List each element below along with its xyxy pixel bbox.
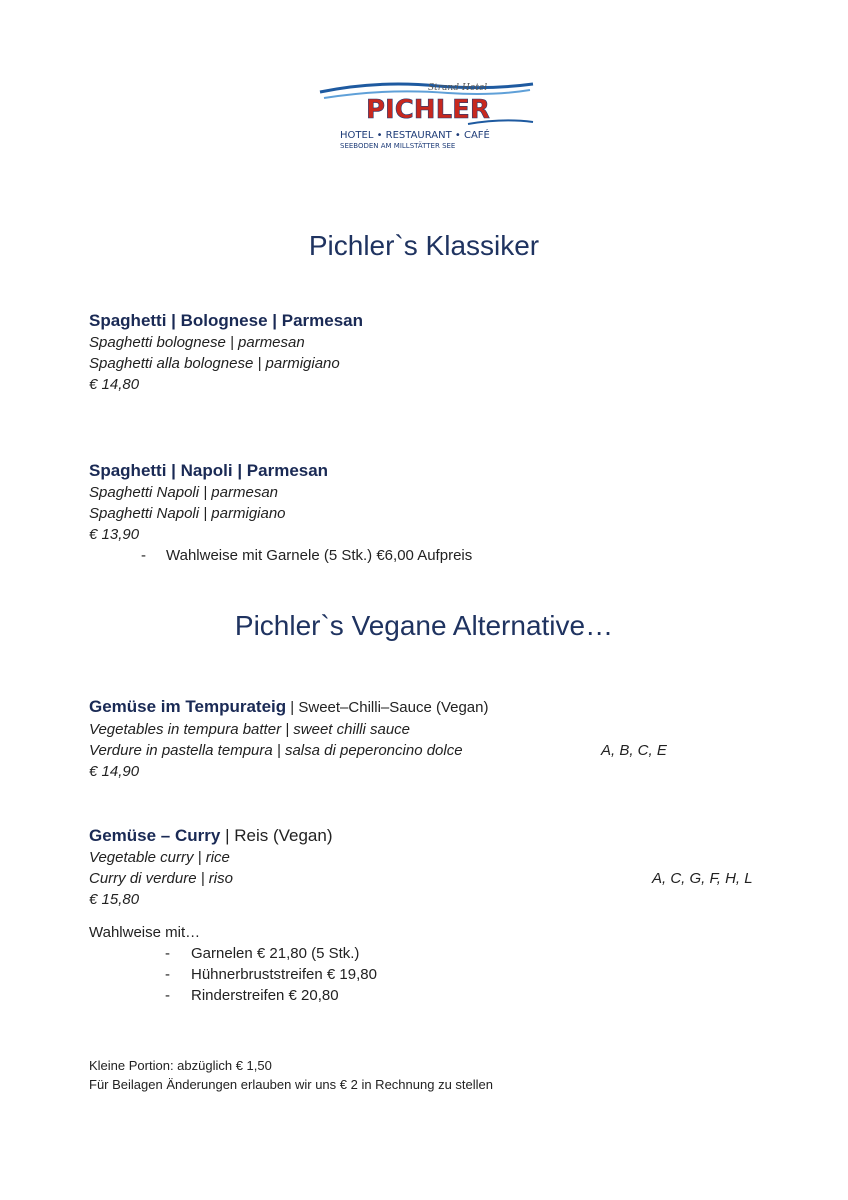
dish-price: € 14,90 [89, 763, 140, 780]
option-text: Rinderstreifen € 20,80 [191, 987, 339, 1004]
dish-line-it: Curry di verdure | riso [89, 870, 233, 887]
footer-notes [89, 1056, 493, 1094]
section-title-klassiker: Pichler`s Klassiker [308, 230, 540, 261]
option-dash: - [165, 945, 170, 962]
logo-script: Strand-Hotel [428, 83, 488, 93]
dish-option [89, 985, 769, 1006]
dish-gemuese-tempura [89, 696, 769, 782]
options-intro: Wahlweise mit… [89, 924, 201, 941]
option-text: Hühnerbruststreifen € 19,80 [191, 966, 377, 983]
logo-graphic [318, 78, 538, 158]
dish-allergens: A, C, G, F, H, L [652, 870, 753, 887]
dish-price: € 14,80 [89, 376, 140, 393]
dish-line-it: Verdure in pastella tempura | salsa di peperoncino dolce [89, 742, 463, 759]
dish-gemuese-curry [89, 825, 769, 1006]
dish-line-en: Spaghetti bolognese | parmesan [89, 334, 305, 351]
dish-title: Gemüse – Curry [89, 826, 221, 845]
dish-option [89, 964, 769, 985]
section-title-vegan: Pichler`s Vegane Alternative… [234, 610, 614, 641]
hotel-logo [318, 78, 538, 158]
dish-line-it: Spaghetti Napoli | parmigiano [89, 505, 286, 522]
dish-line-it-row [89, 740, 769, 761]
dish-subtitle: | Reis (Vegan) [220, 826, 333, 845]
footer-side-changes: Für Beilagen Änderungen erlauben wir uns € 2 in Rechnung zu stellen [89, 1077, 493, 1092]
footer-small-portion: Kleine Portion: abzüglich € 1,50 [89, 1058, 272, 1073]
dish-price: € 13,90 [89, 526, 140, 543]
logo-tagline: HOTEL • RESTAURANT • CAFÉ [340, 130, 490, 141]
option-dash: - [165, 966, 170, 983]
dish-line-en: Spaghetti Napoli | parmesan [89, 484, 279, 501]
dish-title: Spaghetti | Bolognese | Parmesan [89, 311, 364, 330]
dish-subtitle: | Sweet–Chilli–Sauce (Vegan) [286, 699, 489, 716]
dish-line-it-row [89, 868, 769, 889]
dish-option [89, 943, 769, 964]
option-dash: - [165, 987, 170, 1004]
dish-line-en: Vegetables in tempura batter | sweet chilli sauce [89, 721, 411, 738]
dish-price: € 15,80 [89, 891, 140, 908]
dish-line-en: Vegetable curry | rice [89, 849, 230, 866]
dish-title: Spaghetti | Napoli | Parmesan [89, 461, 329, 480]
dish-spaghetti-bolognese [89, 310, 769, 395]
option-dash: - [141, 547, 146, 564]
dish-option [89, 545, 769, 566]
logo-location: SEEBODEN AM MILLSTÄTTER SEE [340, 142, 456, 150]
option-text: Wahlweise mit Garnele (5 Stk.) €6,00 Aufpreis [166, 547, 473, 564]
logo-name: PICHLER [366, 95, 490, 125]
dish-title: Gemüse im Tempurateig [89, 697, 287, 716]
dish-line-it: Spaghetti alla bolognese | parmigiano [89, 355, 340, 372]
dish-spaghetti-napoli [89, 460, 769, 566]
option-text: Garnelen € 21,80 (5 Stk.) [191, 945, 360, 962]
dish-allergens: A, B, C, E [601, 742, 667, 759]
